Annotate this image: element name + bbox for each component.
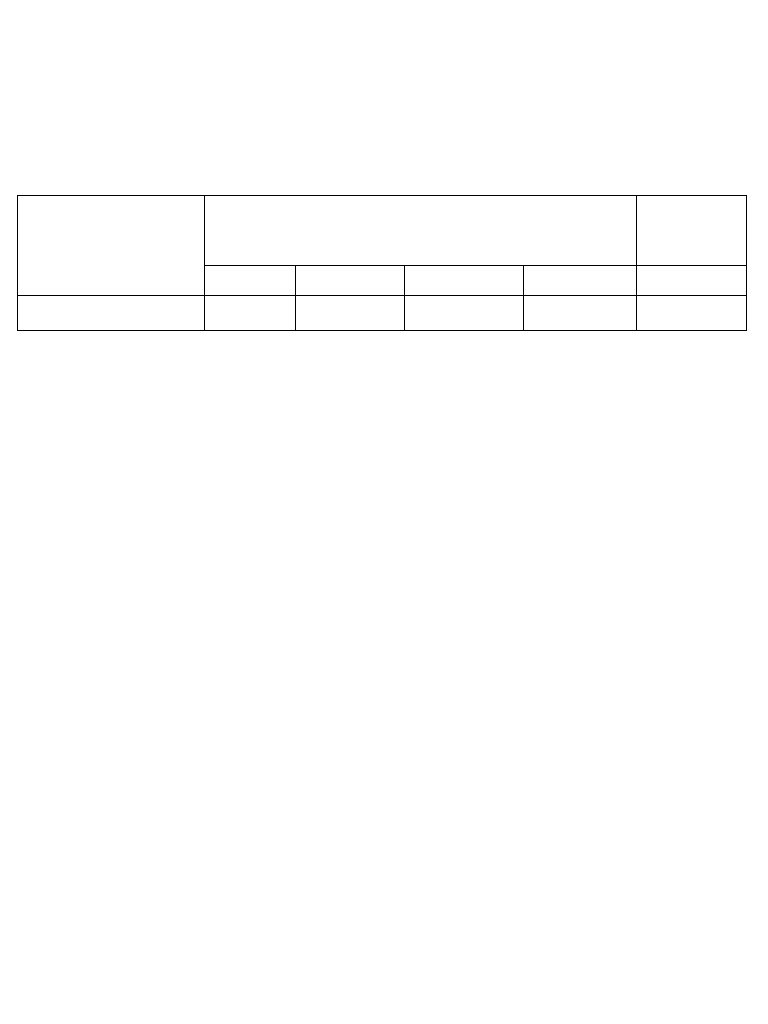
week-4-header (524, 266, 636, 296)
week-1-header (204, 266, 295, 296)
task-2-label (296, 296, 404, 331)
week-3-header (404, 266, 523, 296)
task-3-label (404, 296, 523, 331)
recommendation-cell[interactable] (636, 266, 746, 296)
week-2-header (296, 266, 404, 296)
blank-title-line (204, 196, 636, 266)
recommendation-cell[interactable] (636, 296, 746, 331)
progress-table-top (17, 195, 747, 331)
task-4-label (524, 296, 636, 331)
name-of-learner-header (18, 196, 205, 296)
blank-cell[interactable] (18, 296, 205, 331)
recommendation-header (636, 196, 746, 266)
task-1-label (204, 296, 295, 331)
